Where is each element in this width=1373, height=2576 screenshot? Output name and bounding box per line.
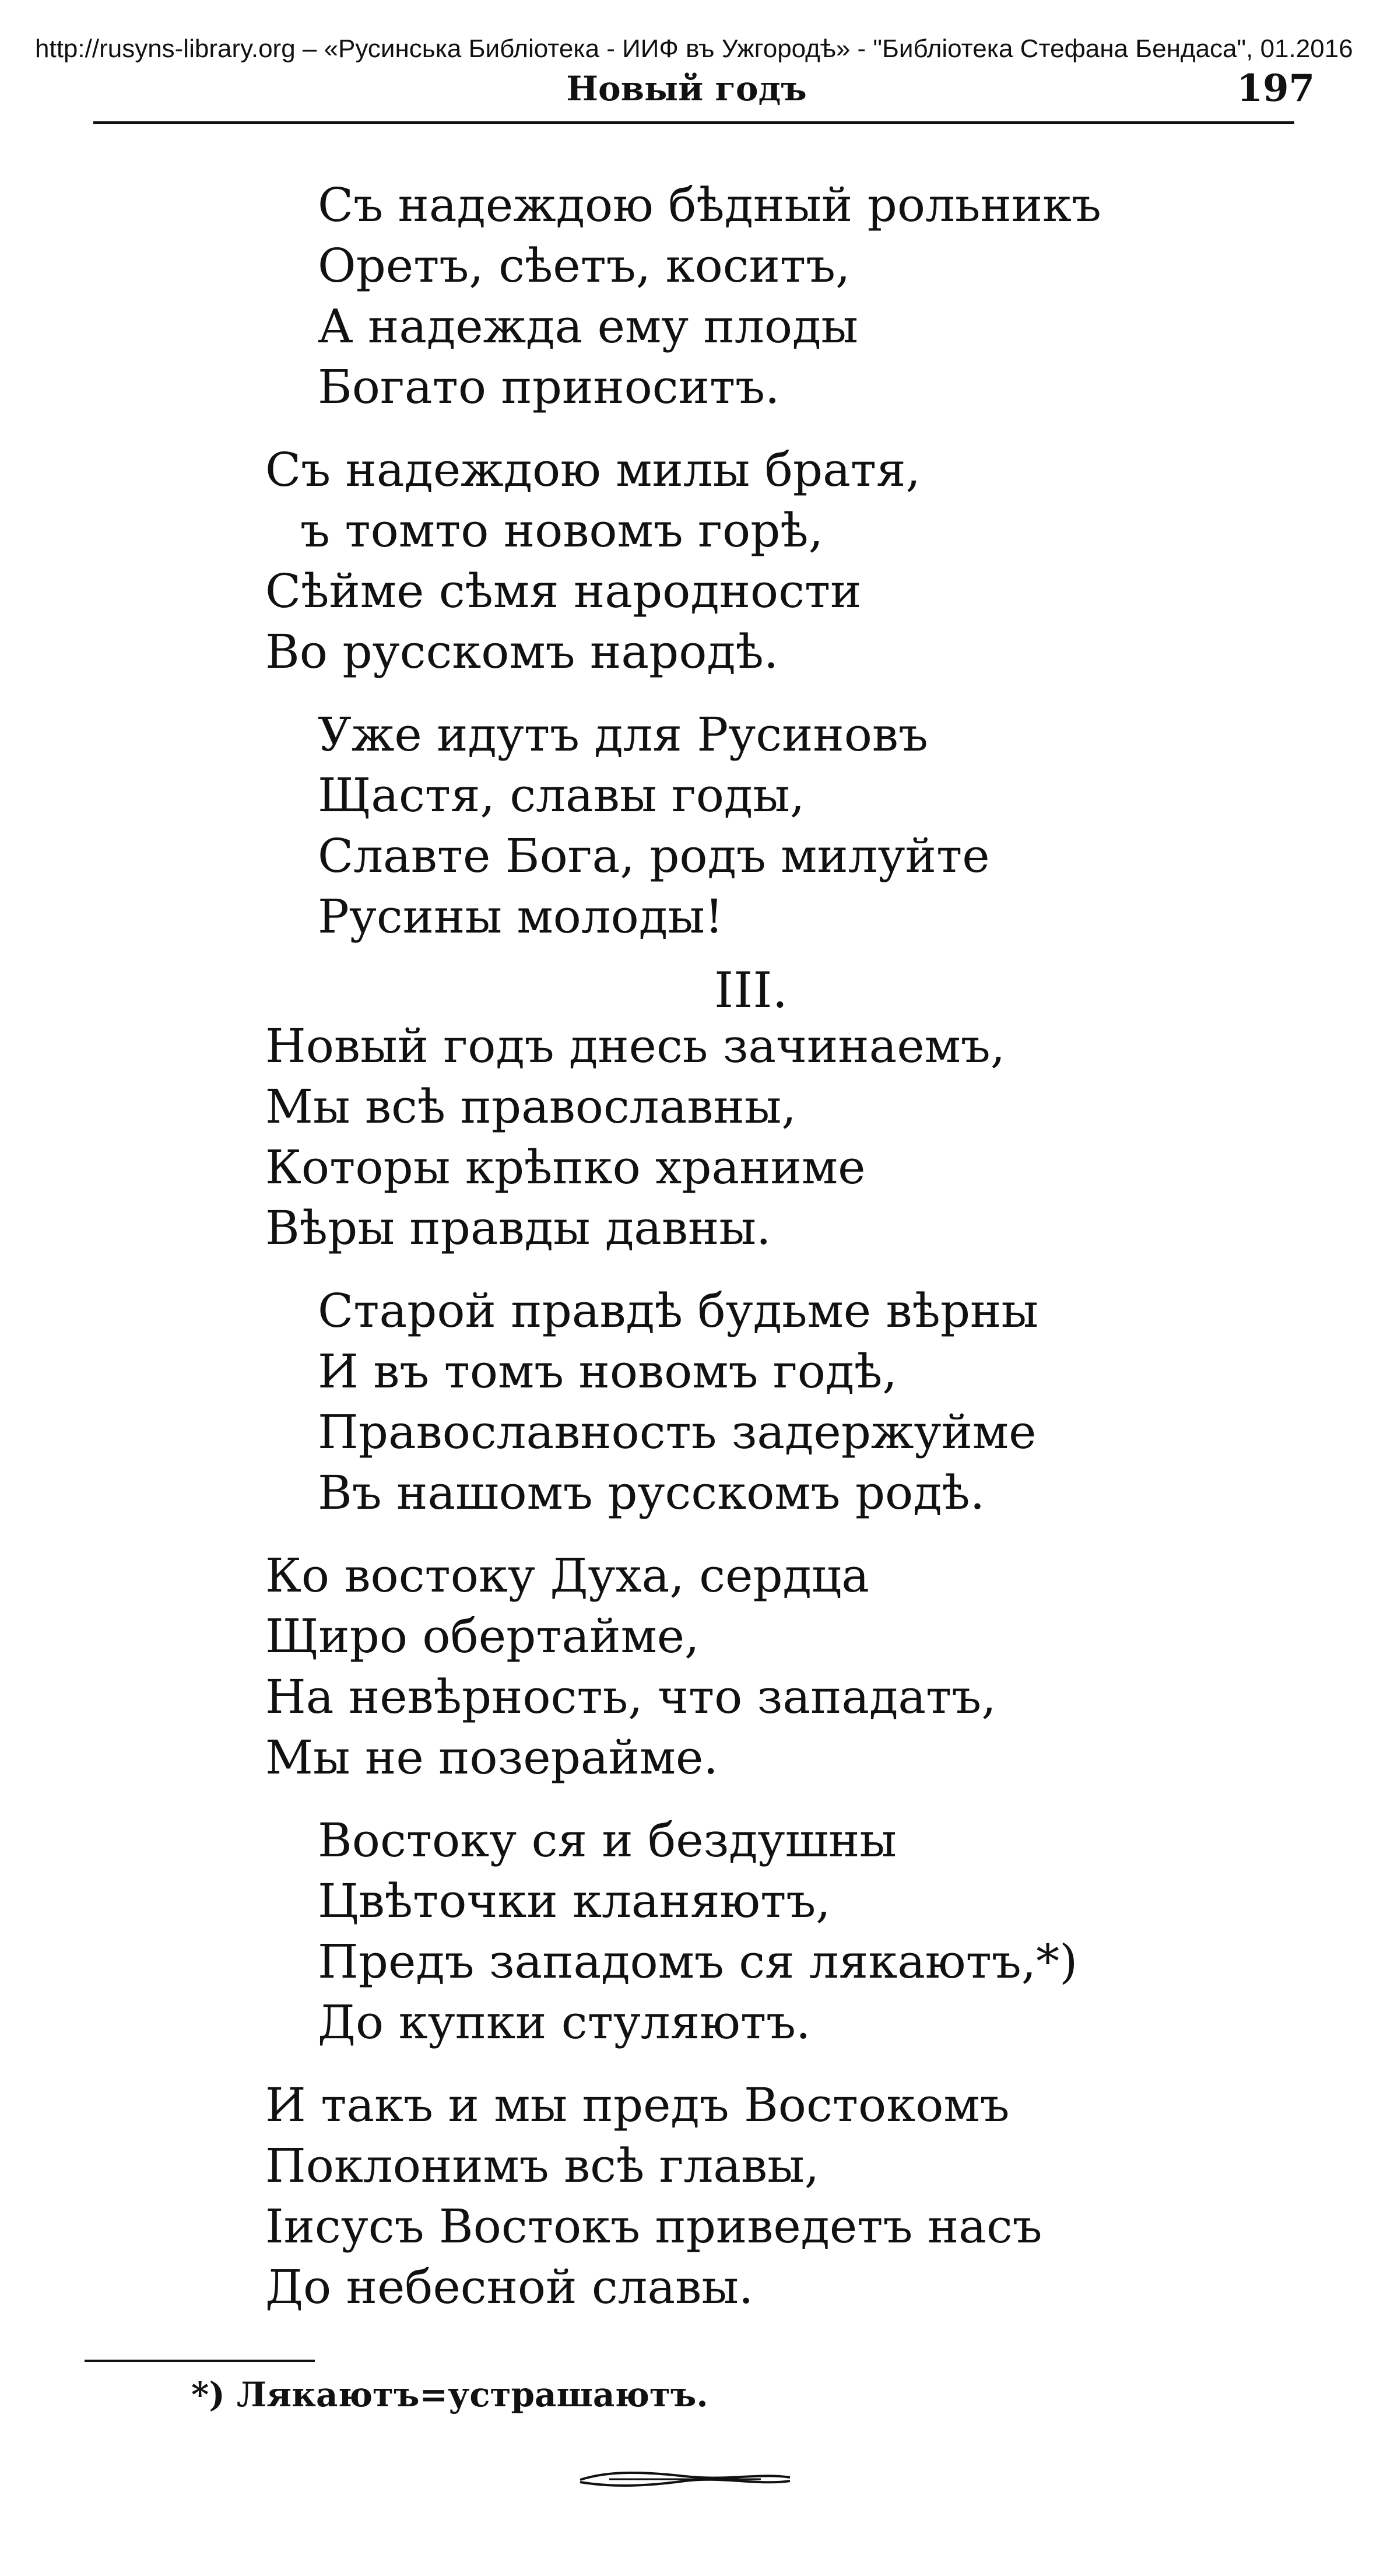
verse-line: Уже идутъ для Русиновъ (318, 707, 928, 762)
stanza-6 (0, 1545, 1373, 1788)
verse-line: Востоку ся и бездушны (318, 1813, 897, 1867)
stanza-4 (0, 1016, 1373, 1259)
footnote: *) Лякаютъ=устрашаютъ. (191, 2375, 708, 2414)
end-flourish-icon (574, 2468, 796, 2491)
verse-line: Цвѣточки кланяютъ, (318, 1874, 831, 1928)
source-line: http://rusyns-library.org – «Русинська Библіотека - ИИФ въ Ужгородѣ» - "Библіотека Стефана Бендаса", 01.2016 (35, 34, 1353, 63)
verse-line: Щастя, славы годы, (318, 768, 805, 822)
verse-line: Во русскомъ народѣ. (265, 625, 779, 679)
verse-line: Въ нашомъ русскомъ родѣ. (318, 1466, 985, 1520)
header-rule (93, 121, 1294, 124)
page-number: 197 (1237, 66, 1315, 110)
verse-line: Старой правдѣ будьме вѣрны (318, 1284, 1039, 1338)
footnote-rule (85, 2360, 315, 2362)
verse-line: Съ надеждою милы братя, (265, 443, 921, 497)
page-title: Новый годъ (566, 69, 807, 108)
verse-line: Поклонимъ всѣ главы, (265, 2139, 820, 2193)
verse-line: Іисусъ Востокъ приведетъ насъ (265, 2199, 1042, 2253)
verse-line: Оретъ, сѣетъ, коситъ, (318, 239, 851, 293)
verse-line: Съ надеждою бѣдный рольникъ (318, 178, 1101, 232)
verse-line: Мы не позерайме. (265, 1730, 718, 1785)
verse-line: ъ томто новомъ горѣ, (300, 503, 824, 558)
verse-line: Русины молоды! (318, 889, 724, 944)
verse-line: Православность задержуйме (318, 1405, 1037, 1459)
verse-line: Новый годъ днесь зачинаемъ, (265, 1019, 1006, 1073)
verse-line: Сѣйме сѣмя народности (265, 564, 862, 618)
running-head (0, 65, 1373, 112)
verse-line: Славте Бога, родъ милуйте (318, 829, 990, 883)
verse-line: Которы крѣпко храниме (265, 1140, 866, 1194)
verse-line: Богато приноситъ. (318, 360, 780, 414)
stanza-2 (0, 440, 1373, 682)
stanza-8 (0, 2075, 1373, 2318)
verse-line: А надежда ему плоды (318, 299, 858, 353)
verse-line: Вѣры правды давны. (265, 1201, 771, 1255)
verse-line: На невѣрность, что западатъ, (265, 1670, 996, 1724)
section-heading: III. (714, 962, 788, 1019)
stanza-1 (0, 175, 1373, 418)
verse-line: И въ томъ новомъ годѣ, (318, 1344, 897, 1399)
verse-line: И такъ и мы предъ Востокомъ (265, 2078, 1010, 2132)
verse-line: До купки стуляютъ. (318, 1995, 811, 2049)
stanza-3 (0, 705, 1373, 947)
verse-line: До небесной славы. (265, 2260, 754, 2314)
poem (0, 175, 1373, 2340)
stanza-5 (0, 1281, 1373, 1523)
verse-line: Ко востоку Духа, сердца (265, 1548, 869, 1603)
verse-line: Щиро обертайме, (265, 1609, 700, 1663)
stanza-7 (0, 1810, 1373, 2053)
verse-line: Предъ западомъ ся лякаютъ,*) (318, 1934, 1078, 1989)
verse-line: Мы всѣ православны, (265, 1080, 796, 1134)
